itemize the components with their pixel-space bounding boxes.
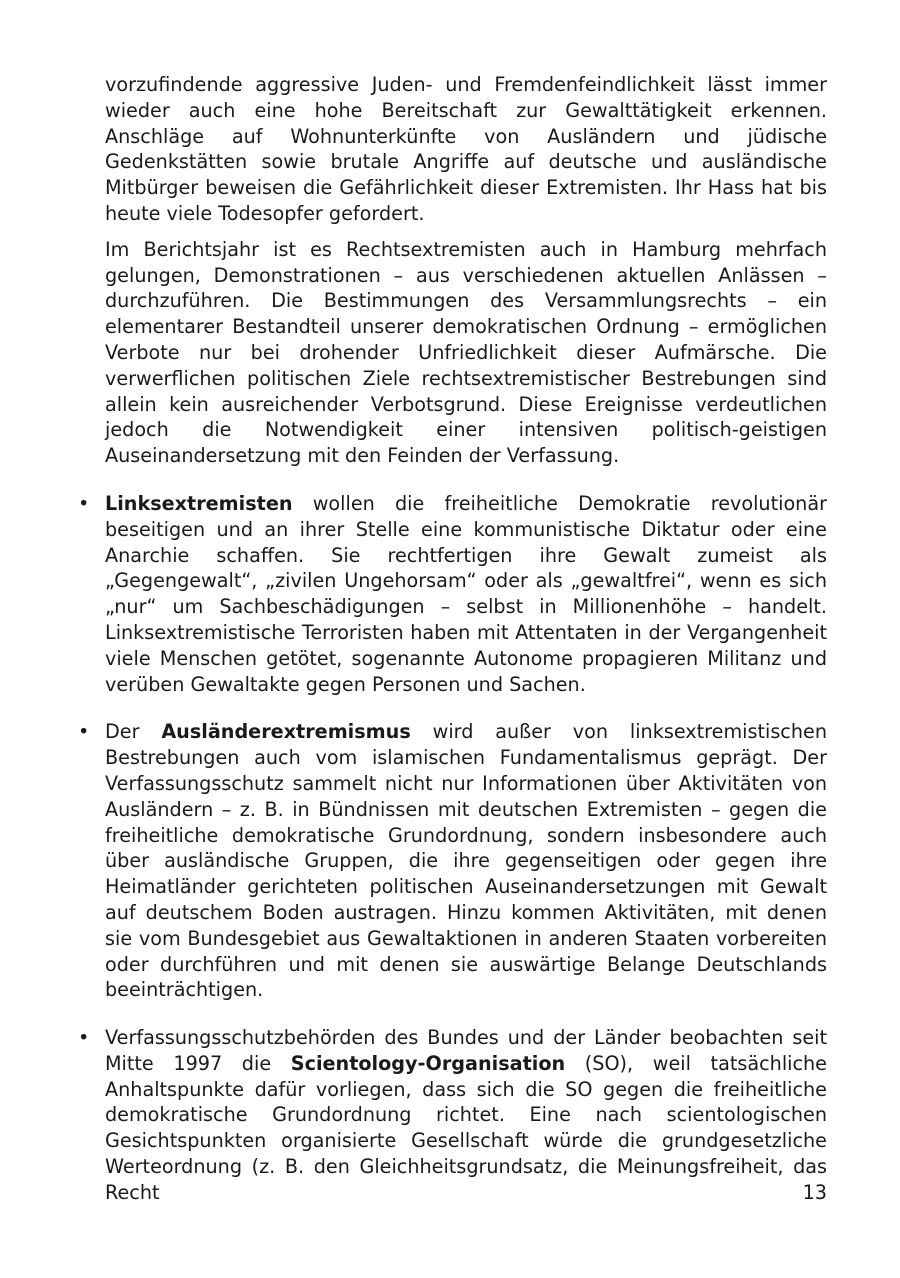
bullet-text: Der Ausländerextremismus wird außer von linksextremistischen Bestrebungen auch vom islamischen Fundamentalismus geprägt. Der Verfassungsschutz sammelt nicht nur Informationen über Aktivitäten von Ausländern – z. B. in Bündnissen mit deutschen Extremisten – gegen die freiheitliche demokratische Grundordnung, sondern insbesondere auch über ausländische Gruppen, die ihre gegenseitigen oder gegen ihre Heimatländer gerichteten politischen Auseinandersetzungen mit Gewalt auf deutschem Boden austragen. Hinzu kommen Aktivitäten, mit denen sie vom Bundesgebiet aus Gewaltaktionen in anderen Staaten vorbereiten oder durchführen und mit denen sie auswärtige Belange Deutschlands beeinträchtigen.: [105, 720, 827, 1002]
document-page: [78, 72, 827, 1216]
bullet-scientology: [78, 1025, 827, 1206]
bullet-point: •: [78, 491, 90, 515]
paragraph-demonstrations: Im Berichtsjahr ist es Rechtsextremisten auch in Hamburg mehrfach gelungen, Demonstrationen – aus verschiedenen aktuellen Anlässen – durchzuführen. Die Bestimmungen des Versammlungsrechts – ein elementarer Bestandteil unserer demokratischen Ordnung – ermöglichen Verbote nur bei drohender Unfriedlichkeit dieser Aufmärsche. Die verwerflichen politischen Ziele rechtsextremistischer Bestrebungen sind allein kein ausreichender Verbotsgrund. Diese Ereignisse verdeutlichen jedoch die Notwendigkeit einer intensiven politisch-geistigen Auseinandersetzung mit den Feinden der Verfassung.: [105, 237, 827, 468]
bold-term: Scientology-Organisation: [290, 1051, 566, 1075]
bullet-point: •: [78, 720, 90, 744]
bullet-auslaenderextremismus: [78, 719, 827, 1003]
bullet-text: Verfassungsschutzbehörden des Bundes und der Länder beobachten seit Mitte 1997 die Scientology-Organisation (SO), weil tatsächliche Anhaltspunkte dafür vorliegen, dass sich die SO gegen die freiheitliche demokratische Grundordnung richtet. Eine nach scientologischen Gesichtspunkten organisierte Gesellschaft würde die grundgesetzliche Werteordnung (z. B. den Gleichheitsgrundsatz, die Meinungsfreiheit, das Recht: [105, 1026, 827, 1204]
paragraph-intro: vorzufindende aggressive Juden- und Fremdenfeindlichkeit lässt immer wieder auch eine hohe Bereitschaft zur Gewalttätigkeit erkennen. Anschläge auf Wohnunterkünfte von Ausländern und jüdische Gedenkstätten sowie brutale Angriffe auf deutsche und ausländische Mitbürger beweisen die Gefährlichkeit dieser Extremisten. Ihr Hass hat bis heute viele Todesopfer gefordert.: [105, 73, 827, 225]
bold-term: Ausländerextremismus: [161, 720, 411, 744]
bullet-point: •: [78, 1026, 90, 1050]
bold-term: Linksextremisten: [105, 491, 293, 515]
bullet-linksextremisten: [78, 491, 827, 697]
page-number: 13: [802, 1181, 827, 1204]
bullet-text: Linksextremisten wollen die freiheitliche Demokratie revolutionär beseitigen und an ihrer Stelle eine kommunistische Diktatur oder eine Anarchie schaffen. Sie rechtfertigen ihre Gewalt zumeist als „Gegengewalt“, „zivilen Ungehorsam“ oder als „gewaltfrei“, wenn es sich „nur“ um Sachbeschädigungen – selbst in Millionenhöhe – handelt. Linksextremistische Terroristen haben mit Attentaten in der Vergangenheit viele Menschen getötet, sogenannte Autonome propagieren Militanz und verüben Gewaltakte gegen Personen und Sachen.: [105, 491, 827, 696]
